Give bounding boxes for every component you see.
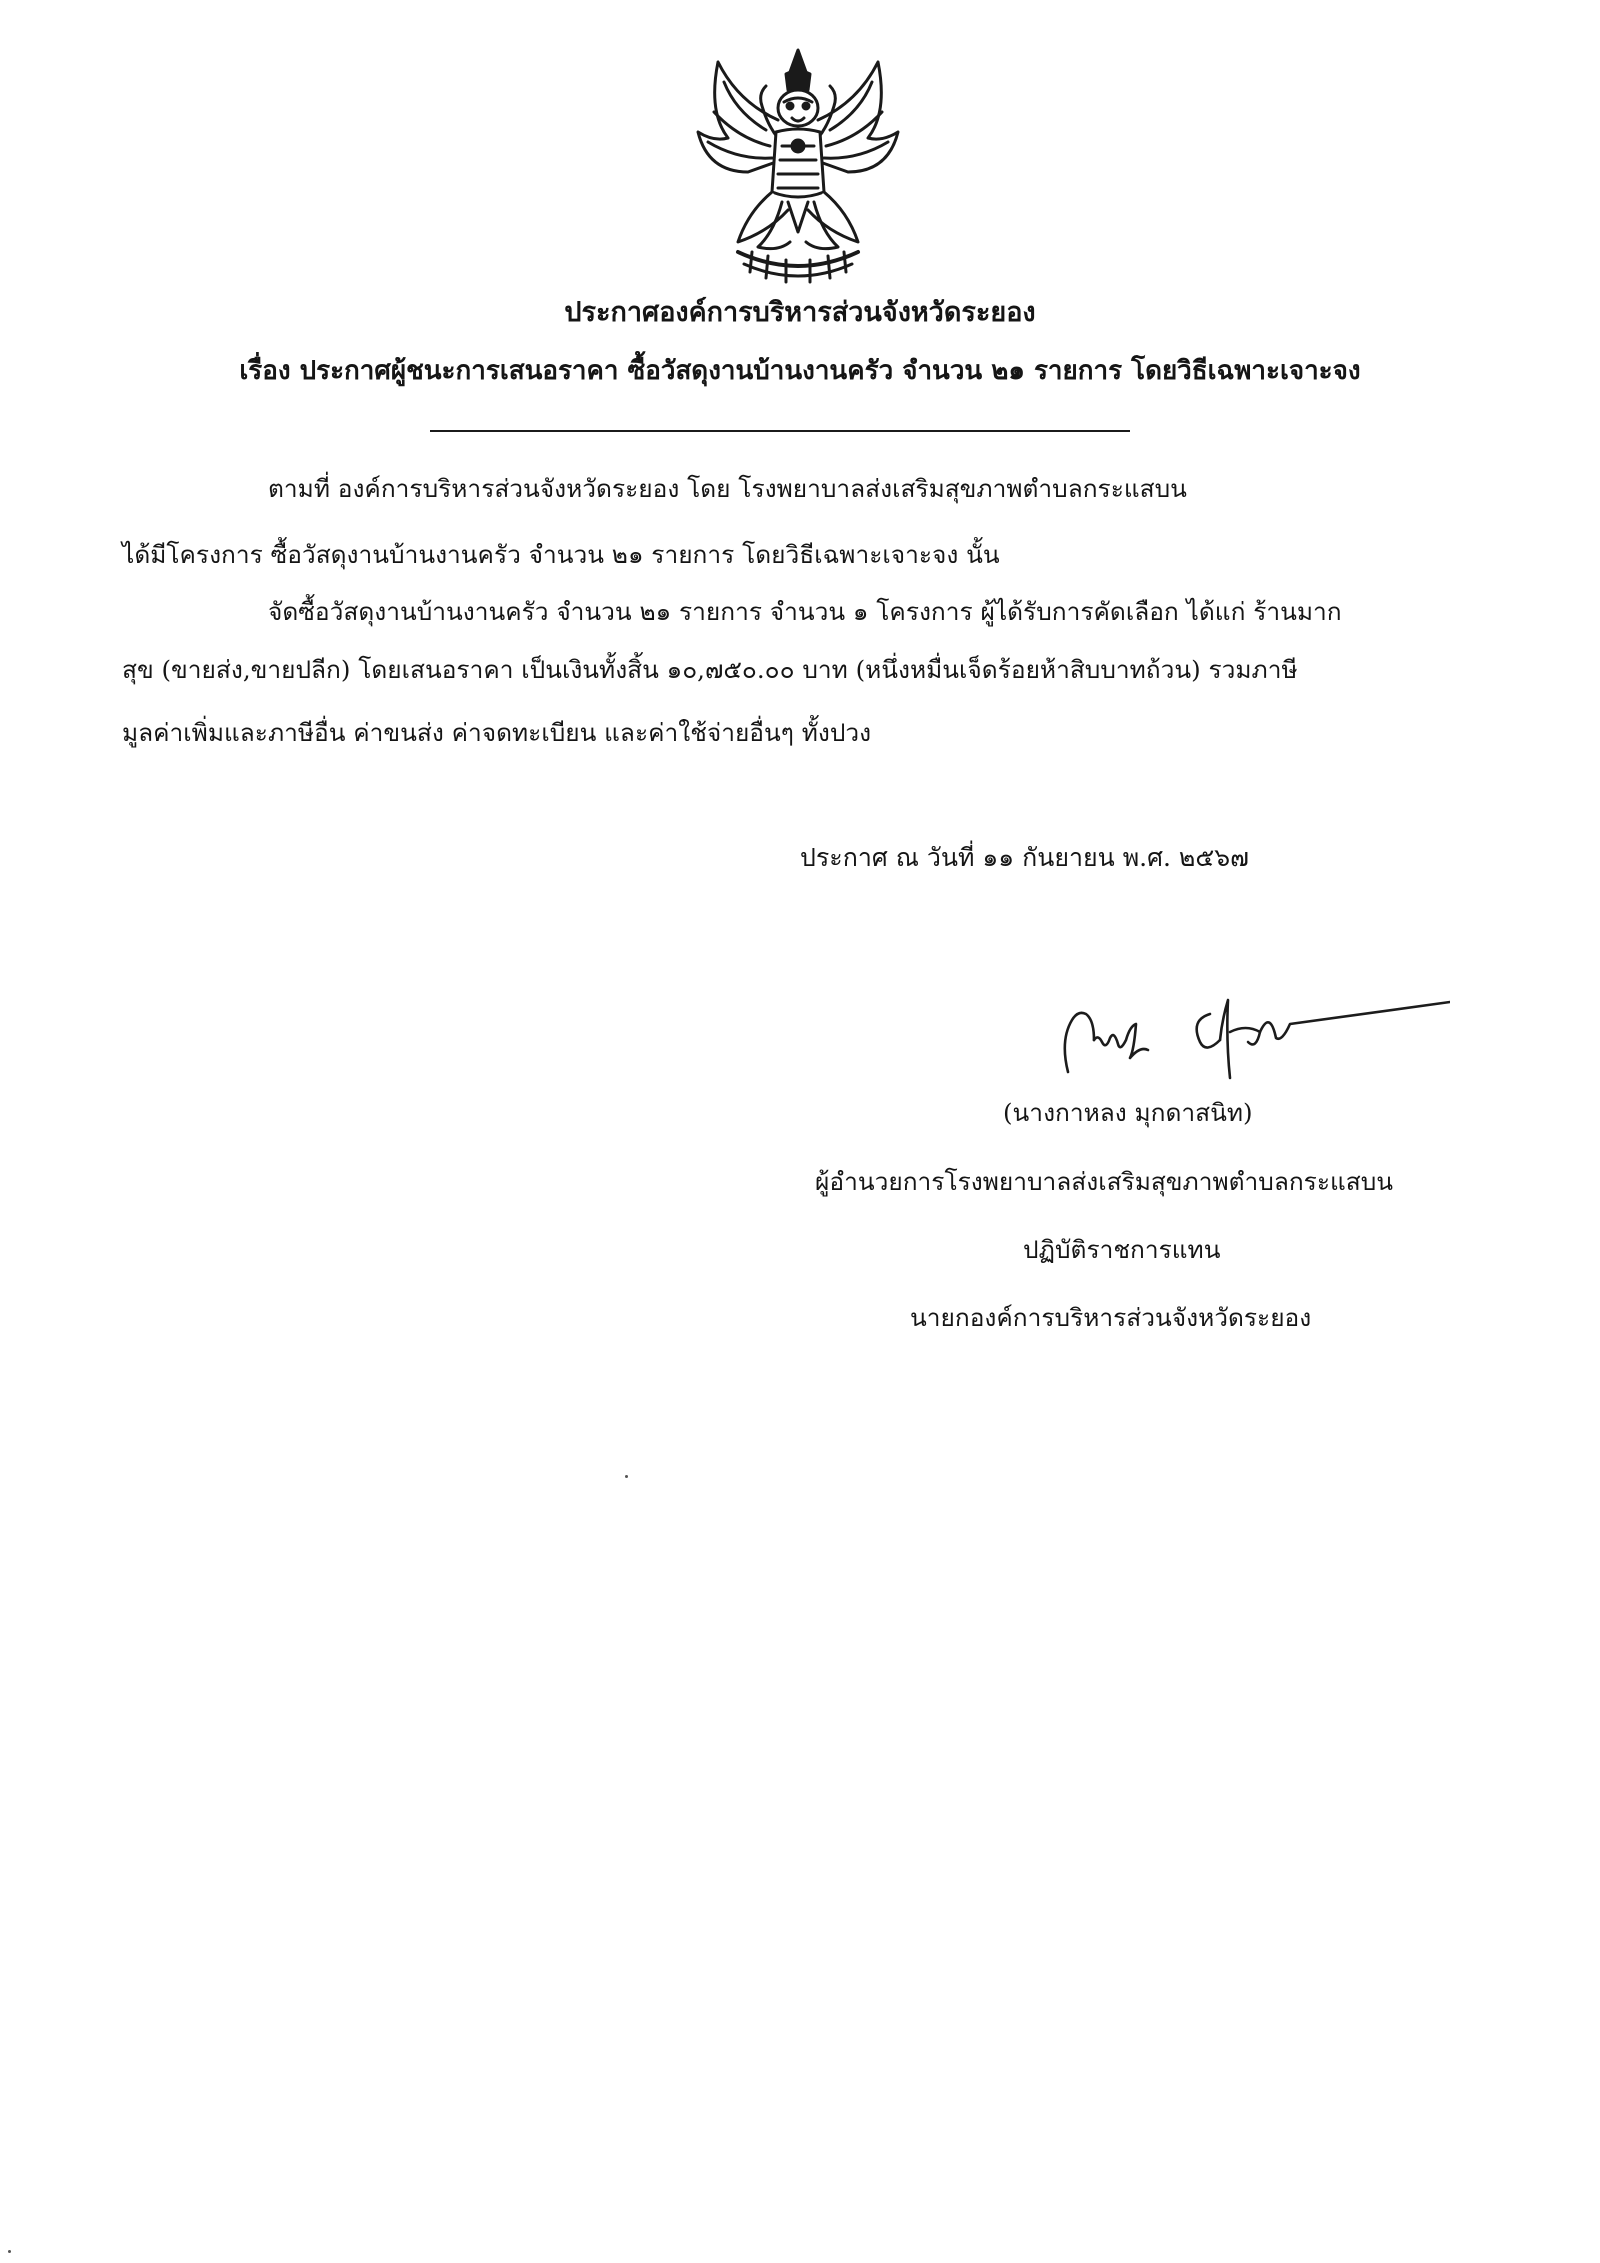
paragraph-1-line-1: ตามที่ องค์การบริหารส่วนจังหวัดระยอง โดย โรงพยาบาลส่งเสริมสุขภาพตำบลกระแสบน [268, 474, 1187, 503]
paragraph-2-line-1: จัดซื้อวัสดุงานบ้านงานครัว จำนวน ๒๑ รายการ จำนวน ๑ โครงการ ผู้ได้รับการคัดเลือก ได้แก่ ร้านมาก [268, 597, 1342, 626]
subject-title: เรื่อง ประกาศผู้ชนะการเสนอราคา ซื้อวัสดุงานบ้านงานครัว จำนวน ๒๑ รายการ โดยวิธีเฉพาะเจาะจง [239, 356, 1361, 386]
signatory-acting: ปฏิบัติราชการแทน [1023, 1235, 1221, 1264]
agency-title: ประกาศองค์การบริหารส่วนจังหวัดระยอง [564, 297, 1036, 328]
paragraph-1-line-2: ได้มีโครงการ ซื้อวัสดุงานบ้านงานครัว จำนวน ๒๑ รายการ โดยวิธีเฉพาะเจาะจง นั้น [122, 540, 1000, 569]
title-divider [430, 430, 1130, 432]
handwritten-signature-icon [1050, 980, 1450, 1090]
paragraph-2-line-3: มูลค่าเพิ่มและภาษีอื่น ค่าขนส่ง ค่าจดทะเบียน และค่าใช้จ่ายอื่นๆ ทั้งปวง [122, 718, 872, 747]
paper-speck [625, 1475, 628, 1478]
signatory-for-title: นายกองค์การบริหารส่วนจังหวัดระยอง [910, 1303, 1312, 1332]
paragraph-2-line-2: สุข (ขายส่ง,ขายปลีก) โดยเสนอราคา เป็นเงินทั้งสิ้น ๑๐,๗๕๐.๐๐ บาท (หนึ่งหมื่นเจ็ดร้อยห้าสิบบาทถ้วน) รวมภาษี [122, 655, 1298, 684]
paper-speck [8, 2250, 11, 2253]
signatory-name: (นางกาหลง มุกดาสนิท) [1003, 1098, 1253, 1127]
announcement-date: ประกาศ ณ วันที่ ๑๑ กันยายน พ.ศ. ๒๕๖๗ [800, 843, 1249, 872]
signatory-position: ผู้อำนวยการโรงพยาบาลส่งเสริมสุขภาพตำบลกระแสบน [815, 1167, 1394, 1196]
garuda-emblem-icon [678, 42, 918, 287]
